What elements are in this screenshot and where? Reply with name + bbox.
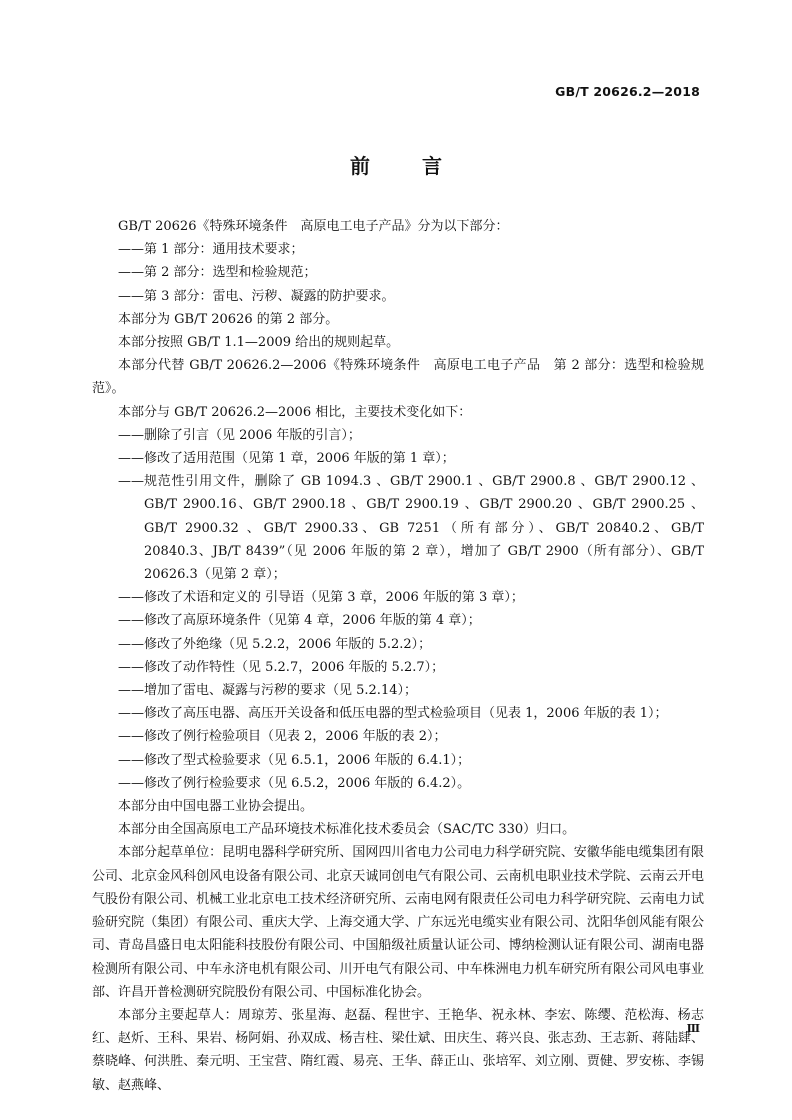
list-item (92, 586, 704, 609)
list-item-text: 修改了高原环境条件（见第 4 章，2006 年版的第 4 章）； (144, 613, 481, 629)
paragraph: 本部分由全国高原电工产品环境技术标准化技术委员会（SAC/TC 330）归口。 (118, 822, 576, 838)
page-number: Ⅲ (686, 1022, 700, 1035)
list-item (92, 772, 704, 795)
list-item (92, 656, 704, 679)
list-item-text: 第 2 部分：选型和检验规范； (144, 265, 317, 281)
list-item (92, 447, 704, 470)
paragraph: 本部分起草单位：昆明电器科学研究所、国网四川省电力公司电力科学研究院、安徽华能电缆集团有限公司、北京金风科创风电设备有限公司、北京天诚同创电气有限公司、云南机电职业技术学院、云南云开电气股份有限公司、机械工业北京电工技术经济研究所、云南电网有限责任公司电力科学研究院、云南电力试验研究院（集团）有限公司、重庆大学、上海交通大学、广东远光电缆实业有限公司、沈阳华创风能有限公司、青岛昌盛日电太阳能科技股份有限公司、中国船级社质量认证公司、博纳检测认证有限公司、湖南电器检测所有限公司、中车永济电机有限公司、川开电气有限公司、中车株洲电力机车研究所有限公司风电事业部、许昌开普检测研究院股份有限公司、中国标准化协会。 (92, 845, 704, 1000)
list-dash: —— (118, 636, 144, 652)
list-item-text: 修改了外绝缘（见 5.2.2，2006 年版的 5.2.2）； (144, 636, 432, 652)
list-dash: —— (118, 451, 144, 467)
list-dash: —— (118, 706, 144, 722)
list-dash: —— (118, 752, 144, 768)
list-item-text: 规范性引用文件，删除了 GB 1094.3 、GB/T 2900.1 、GB/T 2900.8 、GB/T 2900.12 、GB/T 2900.16、GB/T 2900.18 、GB/T 2900.19 、GB/T 2900.20 、GB/T 2900.25 、GB/T 2900.32 、GB/T 2900.33、GB 7251（所有部分）、GB/T 20840.2、GB/T 20840.3、JB/T 8439”（见 2006 年版的第 2 章），增加了 GB/T 2900（所有部分）、GB/T 20626.3（见第 2 章）； (144, 474, 704, 583)
list-dash: —— (118, 474, 144, 490)
list-item (92, 725, 704, 748)
list-item-text: 删除了引言（见 2006 年版的引言）； (144, 427, 361, 443)
list-item (92, 261, 704, 284)
list-item (92, 285, 704, 308)
list-item (92, 609, 704, 632)
list-item-text: 修改了高压电器、高压开关设备和低压电器的型式检验项目（见表 1，2006 年版的表 1）； (144, 706, 668, 722)
list-item-text: 修改了术语和定义的 引导语（见第 3 章，2006 年版的第 3 章）； (144, 590, 524, 606)
list-dash: —— (118, 242, 144, 258)
paragraph: 本部分由中国电器工业协会提出。 (118, 799, 314, 815)
list-item-text: 修改了例行检验项目（见表 2，2006 年版的表 2）； (144, 729, 447, 745)
paragraph: 本部分代替 GB/T 20626.2—2006《特殊环境条件 高原电工电子产品 第 2 部分：选型和检验规范》。 (92, 358, 704, 397)
paragraph: 本部分为 GB/T 20626 的第 2 部分。 (118, 311, 339, 327)
list-item (92, 470, 704, 586)
paragraph: 本部分与 GB/T 20626.2—2006 相比，主要技术变化如下： (118, 404, 472, 420)
list-item (92, 424, 704, 447)
standard-number: GB/T 20626.2—2018 (555, 84, 700, 99)
list-item (92, 238, 704, 261)
list-dash: —— (118, 613, 144, 629)
document-body (92, 215, 704, 1097)
list-item (92, 679, 704, 702)
list-dash: —— (118, 775, 144, 791)
paragraph: 本部分主要起草人：周琼芳、张星海、赵磊、程世宇、王艳华、祝永林、李宏、陈缨、范松海、杨志红、赵炘、王科、果岩、杨阿娟、孙双成、杨吉柱、梁仕斌、田庆生、蒋兴良、张志劲、王志新、蒋陆肆、蔡晓峰、何洪胜、秦元明、王宝营、隋红霞、易亮、王华、薛正山、张培军、刘立刚、贾健、罗安栋、李锡敏、赵燕峰、 (92, 1007, 704, 1093)
title-char-2: 言 (422, 154, 442, 178)
list-dash: —— (118, 427, 144, 443)
list-dash: —— (118, 265, 144, 281)
paragraph: GB/T 20626《特殊环境条件 高原电工电子产品》分为以下部分： (118, 219, 509, 234)
list-dash: —— (118, 729, 144, 745)
paragraph: 本部分按照 GB/T 1.1—2009 给出的规则起草。 (118, 335, 400, 351)
list-item (92, 702, 704, 725)
list-dash: —— (118, 288, 144, 304)
list-item-text: 修改了例行检验要求（见 6.5.2，2006 年版的 6.4.2）。 (144, 775, 471, 791)
list-item-text: 第 3 部分：雷电、污秽、凝露的防护要求。 (144, 288, 395, 304)
list-dash: —— (118, 683, 144, 699)
list-item-text: 第 1 部分：通用技术要求； (144, 242, 304, 258)
list-item (92, 749, 704, 772)
list-item-text: 修改了适用范围（见第 1 章，2006 年版的第 1 章）； (144, 451, 455, 467)
list-dash: —— (118, 659, 144, 675)
page-title (0, 150, 792, 179)
list-item-text: 修改了动作特性（见 5.2.7，2006 年版的 5.2.7）； (144, 659, 445, 675)
list-item-text: 增加了雷电、凝露与污秽的要求（见 5.2.14）； (144, 683, 417, 699)
list-dash: —— (118, 590, 144, 606)
list-item (92, 633, 704, 656)
list-item-text: 修改了型式检验要求（见 6.5.1，2006 年版的 6.4.1）； (144, 752, 471, 768)
title-char-1: 前 (350, 154, 370, 178)
